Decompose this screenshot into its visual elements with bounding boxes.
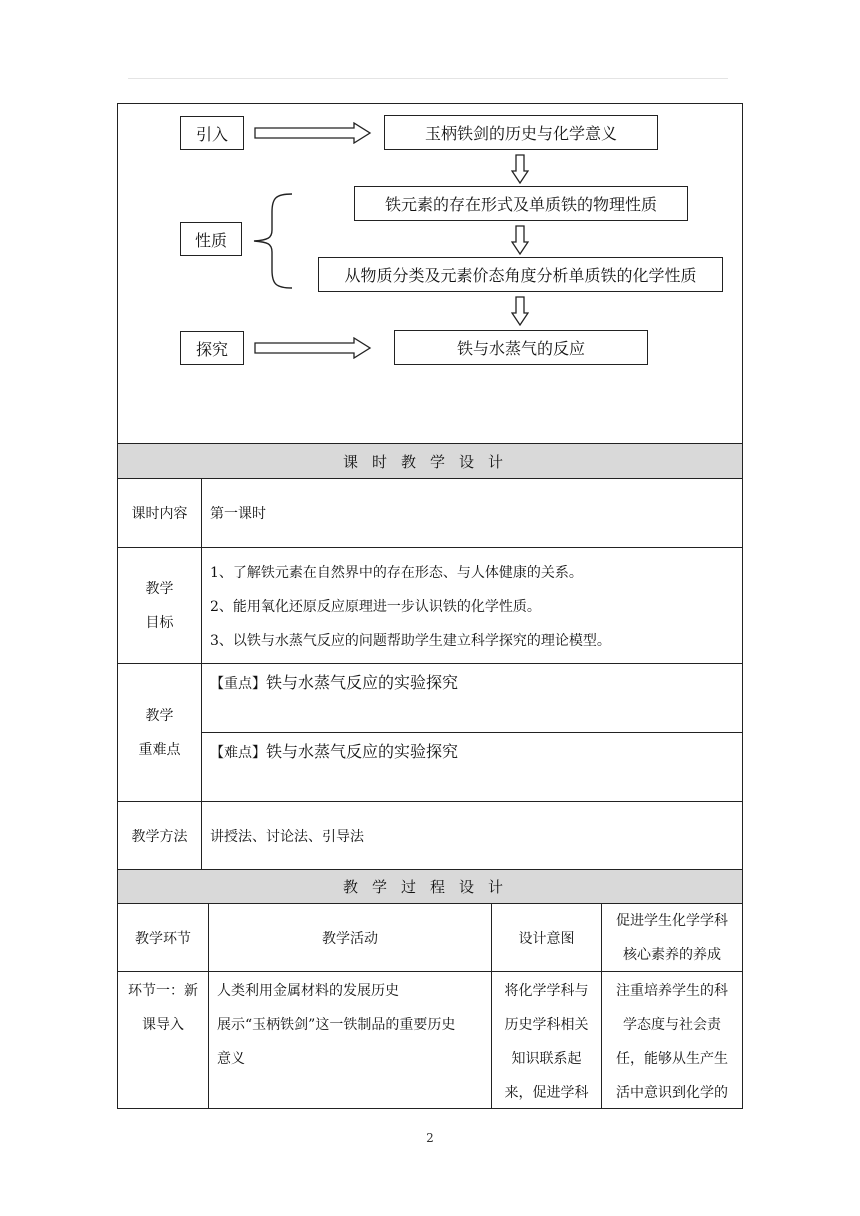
intent-line: 来，促进学科 — [504, 1085, 589, 1101]
page-number: 2 — [426, 1131, 434, 1145]
literacy-line: 学态度与社会责 — [623, 1017, 721, 1033]
column-activity: 教学活动 — [208, 904, 491, 971]
right-arrow-icon — [254, 122, 372, 144]
column-literacy — [601, 904, 742, 971]
column-literacy-line-1: 促进学生化学学科 — [616, 912, 728, 929]
key-text: 铁与水蒸气反应的实验探究 — [266, 673, 459, 692]
literacy-cell — [601, 972, 742, 1108]
objective-item: 3、以铁与水蒸气反应的问题帮助学生建立科学探究的理论模型。 — [210, 633, 611, 649]
lesson-design-header — [118, 444, 742, 479]
down-arrow-icon — [511, 225, 529, 255]
content-row — [118, 479, 742, 548]
lesson-plan-table — [117, 103, 743, 1109]
difficult-tag: 【难点】 — [210, 744, 266, 761]
process-design-title: 教学过程设计 — [342, 878, 517, 896]
column-intent: 设计意图 — [491, 904, 601, 971]
objective-item: 1、了解铁元素在自然界中的存在形态、与人体健康的关系。 — [210, 565, 583, 581]
method-row — [118, 802, 742, 870]
literacy-line: 任，能够从生产生 — [616, 1051, 728, 1067]
keypoints-label-line-2: 重难点 — [138, 741, 181, 758]
intent-line: 将化学学科与 — [504, 983, 589, 999]
intent-line: 知识联系起 — [511, 1051, 582, 1067]
difficult-text: 铁与水蒸气反应的实验探究 — [266, 741, 459, 761]
activity-line: 展示“玉柄铁剑”这一铁制品的重要历史 — [217, 1017, 456, 1033]
difficult-point — [202, 733, 742, 802]
objectives-label-line-1: 教学 — [145, 580, 174, 597]
header-rule — [128, 78, 728, 79]
stage-line: 环节一：新 — [128, 983, 198, 999]
property-item-2: 从物质分类及元素价态角度分析单质铁的化学性质 — [318, 257, 723, 292]
literacy-line: 活中意识到化学的 — [616, 1085, 728, 1101]
property-label: 性质 — [180, 222, 242, 256]
intent-cell — [491, 972, 601, 1108]
literacy-line: 注重培养学生的科 — [616, 983, 728, 999]
down-arrow-icon — [511, 154, 529, 184]
content-label: 课时内容 — [131, 506, 188, 522]
stage-line: 课导入 — [142, 1017, 184, 1033]
keypoints-label — [118, 664, 201, 801]
activity-cell — [208, 972, 491, 1108]
keypoints-content — [201, 664, 742, 801]
method-label: 教学方法 — [131, 828, 188, 845]
process-design-header — [118, 870, 742, 904]
explore-label: 探究 — [180, 331, 244, 365]
down-arrow-icon — [511, 296, 529, 326]
keypoints-label-line-1: 教学 — [145, 707, 174, 724]
intent-line: 历史学科相关 — [504, 1017, 589, 1033]
method-value: 讲授法、讨论法、引导法 — [201, 802, 742, 869]
objectives-label-line-2: 目标 — [145, 614, 174, 631]
intro-target: 玉柄铁剑的历史与化学意义 — [384, 115, 658, 150]
activity-line: 意义 — [217, 1051, 245, 1067]
objectives-row — [118, 548, 742, 664]
key-point — [202, 664, 742, 733]
explore-target: 铁与水蒸气的反应 — [394, 330, 648, 365]
process-header-row — [118, 904, 742, 972]
flowchart — [118, 104, 742, 444]
stage-cell — [118, 972, 208, 1108]
objectives-list — [201, 548, 742, 663]
keypoints-row — [118, 664, 742, 802]
key-tag: 【重点】 — [210, 676, 266, 692]
lesson-design-title: 课时教学设计 — [342, 452, 517, 471]
brace-icon — [252, 192, 294, 290]
property-item-1: 铁元素的存在形式及单质铁的物理性质 — [354, 186, 688, 221]
content-value: 第一课时 — [201, 479, 742, 547]
right-arrow-icon — [254, 337, 372, 359]
objectives-label — [118, 548, 201, 663]
column-literacy-line-2: 核心素养的养成 — [623, 946, 721, 963]
column-stage: 教学环节 — [135, 930, 191, 947]
objective-item: 2、能用氧化还原反应原理进一步认识铁的化学性质。 — [210, 599, 541, 615]
process-row — [118, 972, 742, 1108]
activity-line: 人类利用金属材料的发展历史 — [217, 983, 399, 999]
intro-label: 引入 — [180, 116, 244, 150]
